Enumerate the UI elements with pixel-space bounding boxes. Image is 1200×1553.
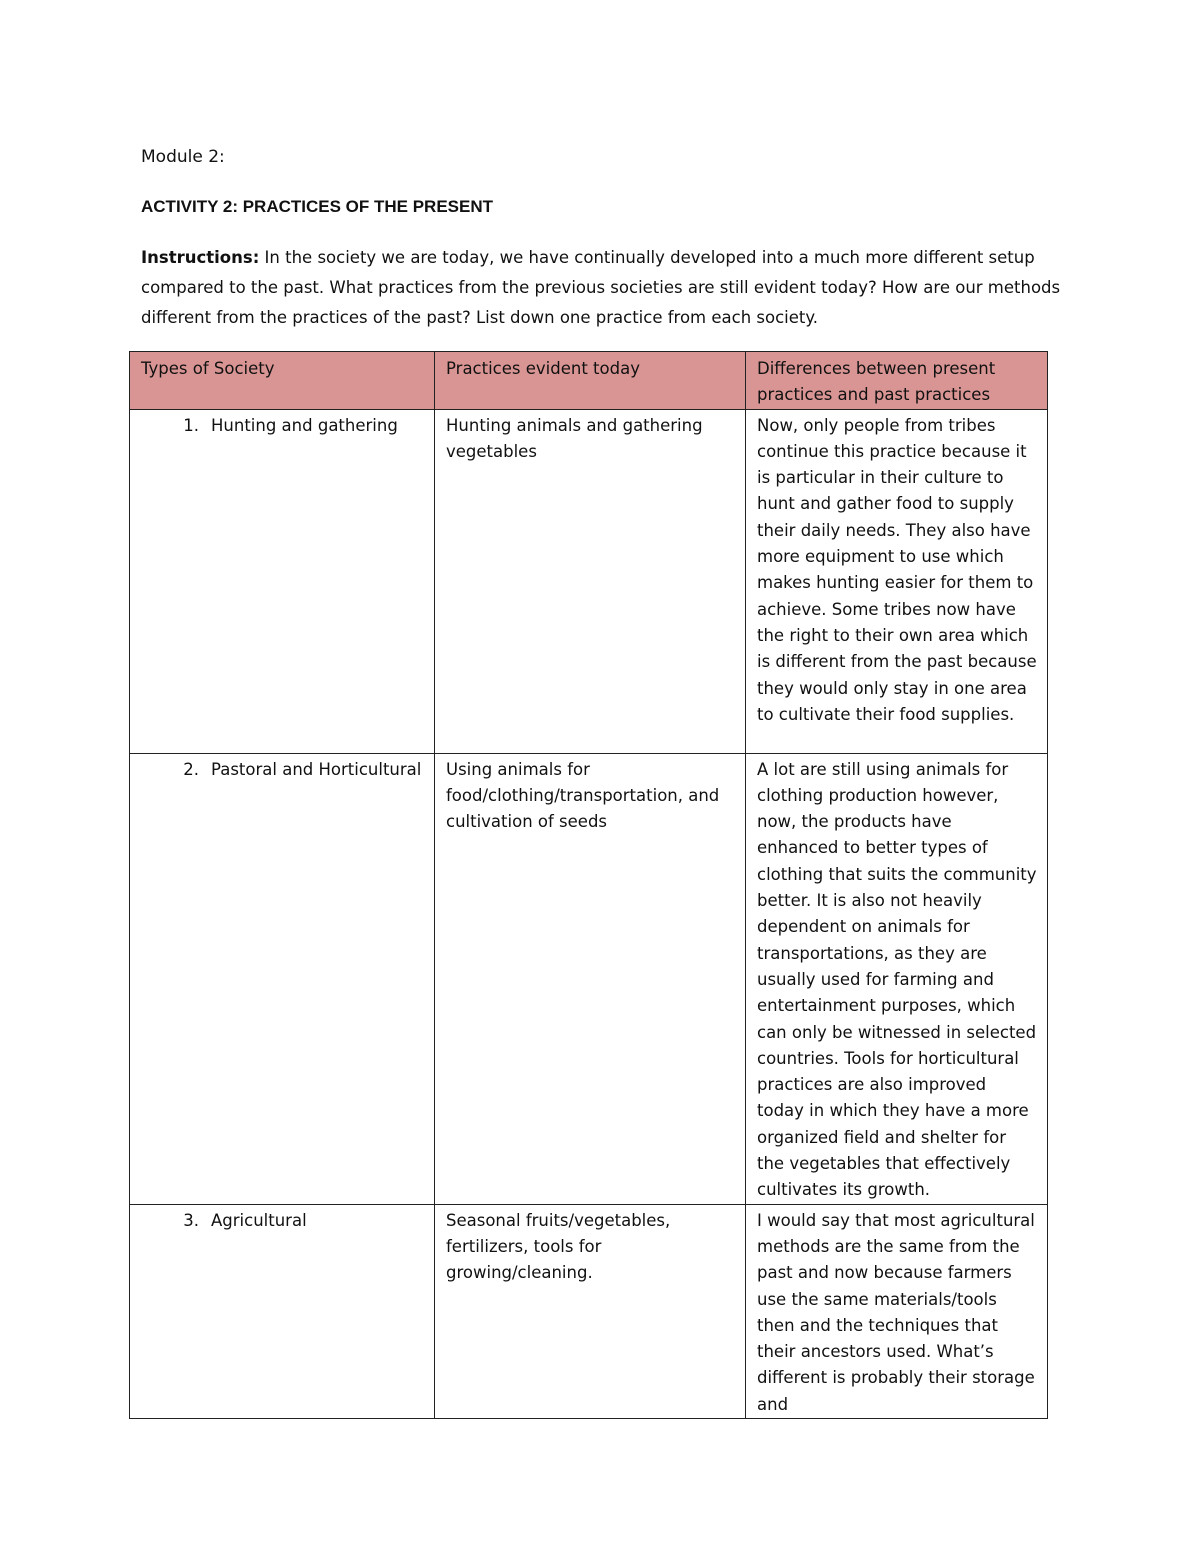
difference-cell: Now, only people from tribes continue this practice because it is particular in their culture to hunt and gather food to supply their daily needs. They also have more equipment to use which makes hunting easier for them to achieve. Some tribes now have the right to their own area which is different from the past because they would only stay in one area to cultivate their food supplies. [746, 409, 1048, 753]
table-row [130, 1204, 1048, 1418]
header-practices-evident-today: Practices evident today [435, 352, 746, 410]
table-row [130, 753, 1048, 1204]
activity-title: ACTIVITY 2: PRACTICES OF THE PRESENT [141, 197, 494, 216]
row-number: 3. [183, 1210, 199, 1230]
society-cell [130, 1204, 435, 1418]
society-name: Agricultural [211, 1210, 307, 1230]
practice-cell: Using animals for food/clothing/transportation, and cultivation of seeds [435, 753, 746, 1204]
society-practices-table [129, 351, 1048, 1419]
difference-cell: I would say that most agricultural methods are the same from the past and now because farmers use the same materials/tools then and the techniques that their ancestors used. What’s different is probably their storage and [746, 1204, 1048, 1418]
instructions-text: In the society we are today, we have continually developed into a much more different setup compared to the past. What practices from the previous societies are still evident today? How are our methods different from the practices of the past? List down one practice from each society. [141, 248, 1061, 327]
header-differences: Differences between present practices and past practices [746, 352, 1048, 410]
society-name: Hunting and gathering [211, 415, 398, 435]
instructions-label: Instructions: [141, 248, 260, 267]
module-label: Module 2: [141, 147, 225, 167]
society-cell [130, 409, 435, 753]
header-types-of-society: Types of Society [130, 352, 435, 410]
row-number: 2. [183, 759, 199, 779]
society-cell [130, 753, 435, 1204]
difference-cell: A lot are still using animals for clothing production however, now, the products have enhanced to better types of clothing that suits the community better. It is also not heavily dependent on animals for transportations, as they are usually used for farming and entertainment purposes, which can only be witnessed in selected countries. Tools for horticultural practices are also improved today in which they have a more organized field and shelter for the vegetables that effectively cultivates its growth. [746, 753, 1048, 1204]
practice-cell: Seasonal fruits/vegetables, fertilizers, tools for growing/cleaning. [435, 1204, 746, 1418]
instructions-paragraph [141, 243, 1061, 333]
practice-cell: Hunting animals and gathering vegetables [435, 409, 746, 753]
society-name: Pastoral and Horticultural [211, 759, 422, 779]
table-row [130, 409, 1048, 753]
row-number: 1. [183, 415, 199, 435]
table-header-row [130, 352, 1048, 410]
